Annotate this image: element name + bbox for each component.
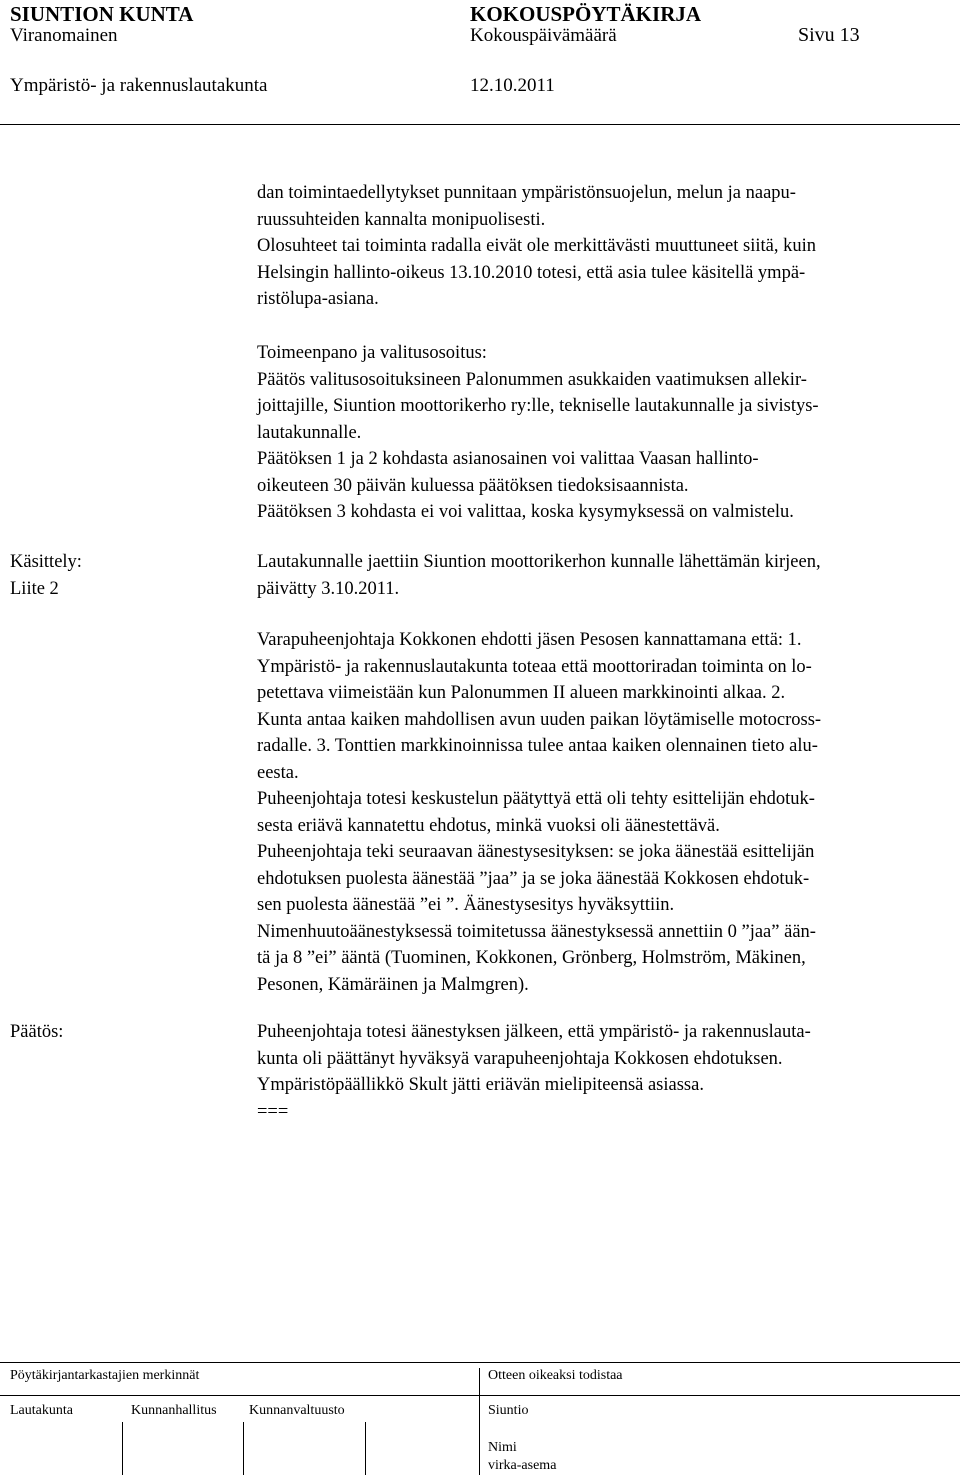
decision-label: Päätös: xyxy=(10,1022,64,1042)
text-line: ehdotuksen puolesta äänestää ”jaa” ja se joka äänestää Kokkosen ehdotuk- xyxy=(257,868,810,889)
appeal-section xyxy=(257,340,957,526)
board-column-label: Lautakunta xyxy=(10,1403,73,1418)
text-line: oikeuteen 30 päivän kuluessa päätöksen tiedoksisaannista. xyxy=(257,475,689,496)
text-line: Helsingin hallinto-oikeus 13.10.2010 totesi, että asia tulee käsitellä ympä- xyxy=(257,262,806,283)
text-line: sen puolesta äänestää ”ei ”. Äänestysesitys hyväksyttiin. xyxy=(257,895,675,915)
text-line: Päätös valitusosoituksineen Palonummen asukkaiden vaatimuksen allekir- xyxy=(257,369,807,390)
text-line: ruussuhteiden kannalta monipuolisesti. xyxy=(257,209,546,230)
text-line: tä ja 8 ”ei” ääntä (Tuominen, Kokkonen, Grönberg, Holmström, Mäkinen, xyxy=(257,948,806,968)
organization-name: SIUNTION KUNTA xyxy=(10,2,194,26)
place-label: Siuntio xyxy=(488,1403,529,1418)
text-line: petettava viimeistään kun Palonummen II alueen markkinointi alkaa. 2. xyxy=(257,683,786,703)
header-divider xyxy=(0,124,960,125)
text-line: Päätöksen 3 kohdasta ei voi valittaa, koska kysymyksessä on valmistelu. xyxy=(257,502,794,522)
text-line: Puheenjohtaja teki seuraavan äänestysesityksen: se joka äänestää esittelijän xyxy=(257,842,815,862)
attachment-label: Liite 2 xyxy=(10,579,59,599)
page-number: Sivu 13 xyxy=(798,24,860,46)
text-line: ristölupa-asiana. xyxy=(257,289,379,309)
text-line: lautakunnalle. xyxy=(257,422,362,443)
name-label: Nimi xyxy=(488,1440,517,1455)
text-line: päivätty 3.10.2011. xyxy=(257,578,400,599)
text-line: Ympäristöpäällikkö Skult jätti eriävän mielipiteensä asiassa. xyxy=(257,1075,704,1095)
text-line: Päätöksen 1 ja 2 kohdasta asianosainen voi valittaa Vaasan hallinto- xyxy=(257,449,759,469)
text-line: radalle. 3. Tonttien markkinoinnissa tulee antaa kaiken olennainen tieto alu- xyxy=(257,736,818,756)
council-column-label: Kunnanvaltuusto xyxy=(249,1403,345,1418)
text-line: Puheenjohtaja totesi keskustelun päätyttyä että oli tehty esittelijän ehdotuk- xyxy=(257,789,815,809)
government-column-label: Kunnanhallitus xyxy=(131,1403,217,1418)
date-label: Kokouspäivämäärä xyxy=(470,25,617,46)
handling-label: Käsittely: xyxy=(10,552,82,572)
footer-divider xyxy=(0,1362,960,1363)
appeal-heading: Toimeenpano ja valitusosoitus: xyxy=(257,343,487,363)
text-line: Ympäristö- ja rakennuslautakunta toteaa että moottoriradan toiminta on lo- xyxy=(257,656,812,677)
text-line: Puheenjohtaja totesi äänestyksen jälkeen, että ympäristö- ja rakennuslauta- xyxy=(257,1022,811,1042)
text-line: sesta eriävä kannatettu ehdotus, minkä vuoksi oli äänestettävä. xyxy=(257,815,720,836)
footer-column-divider xyxy=(365,1422,366,1475)
text-line: === xyxy=(257,1101,289,1122)
footer-column-divider xyxy=(243,1422,244,1475)
text-line: Pesonen, Kämäräinen ja Malmgren). xyxy=(257,974,529,995)
handling-text xyxy=(257,549,957,602)
footer-column-divider xyxy=(122,1422,123,1475)
text-line: Kunta antaa kaiken mahdollisen avun uuden paikan löytämiselle motocross- xyxy=(257,709,822,730)
authority-name: Ympäristö- ja rakennuslautakunta xyxy=(10,75,268,96)
text-line: joittajille, Siuntion moottorikerho ry:lle, tekniselle lautakunnalle ja sivistys- xyxy=(257,396,819,416)
footer-column-divider xyxy=(479,1368,480,1475)
text-line: dan toimintaedellytykset punnitaan ympäristönsuojelun, melun ja naapu- xyxy=(257,183,796,203)
meeting-date: 12.10.2011 xyxy=(470,75,555,96)
text-line: kunta oli päättänyt hyväksyä varapuheenjohtaja Kokkosen ehdotuksen. xyxy=(257,1048,783,1069)
checkers-label: Pöytäkirjantarkastajien merkinnät xyxy=(10,1368,200,1383)
document-type: KOKOUSPÖYTÄKIRJA xyxy=(470,2,702,26)
discussion-paragraph xyxy=(257,627,957,998)
position-label: virka-asema xyxy=(488,1458,557,1473)
text-line: Lautakunnalle jaettiin Siuntion moottorikerhon kunnalle lähettämän kirjeen, xyxy=(257,552,821,572)
footer-row-divider xyxy=(0,1395,960,1396)
text-line: Olosuhteet tai toiminta radalla eivät ole merkittävästi muuttuneet siitä, kuin xyxy=(257,236,816,256)
authority-label: Viranomainen xyxy=(10,25,118,46)
text-line: eesta. xyxy=(257,762,299,783)
intro-paragraph xyxy=(257,180,957,313)
text-line: Nimenhuutoäänestyksessä toimitetussa äänestyksessä annettiin 0 ”jaa” ään- xyxy=(257,921,816,942)
text-line: Varapuheenjohtaja Kokkonen ehdotti jäsen Pesosen kannattamana että: 1. xyxy=(257,630,802,650)
copy-certified-label: Otteen oikeaksi todistaa xyxy=(488,1368,623,1383)
decision-text xyxy=(257,1019,957,1125)
